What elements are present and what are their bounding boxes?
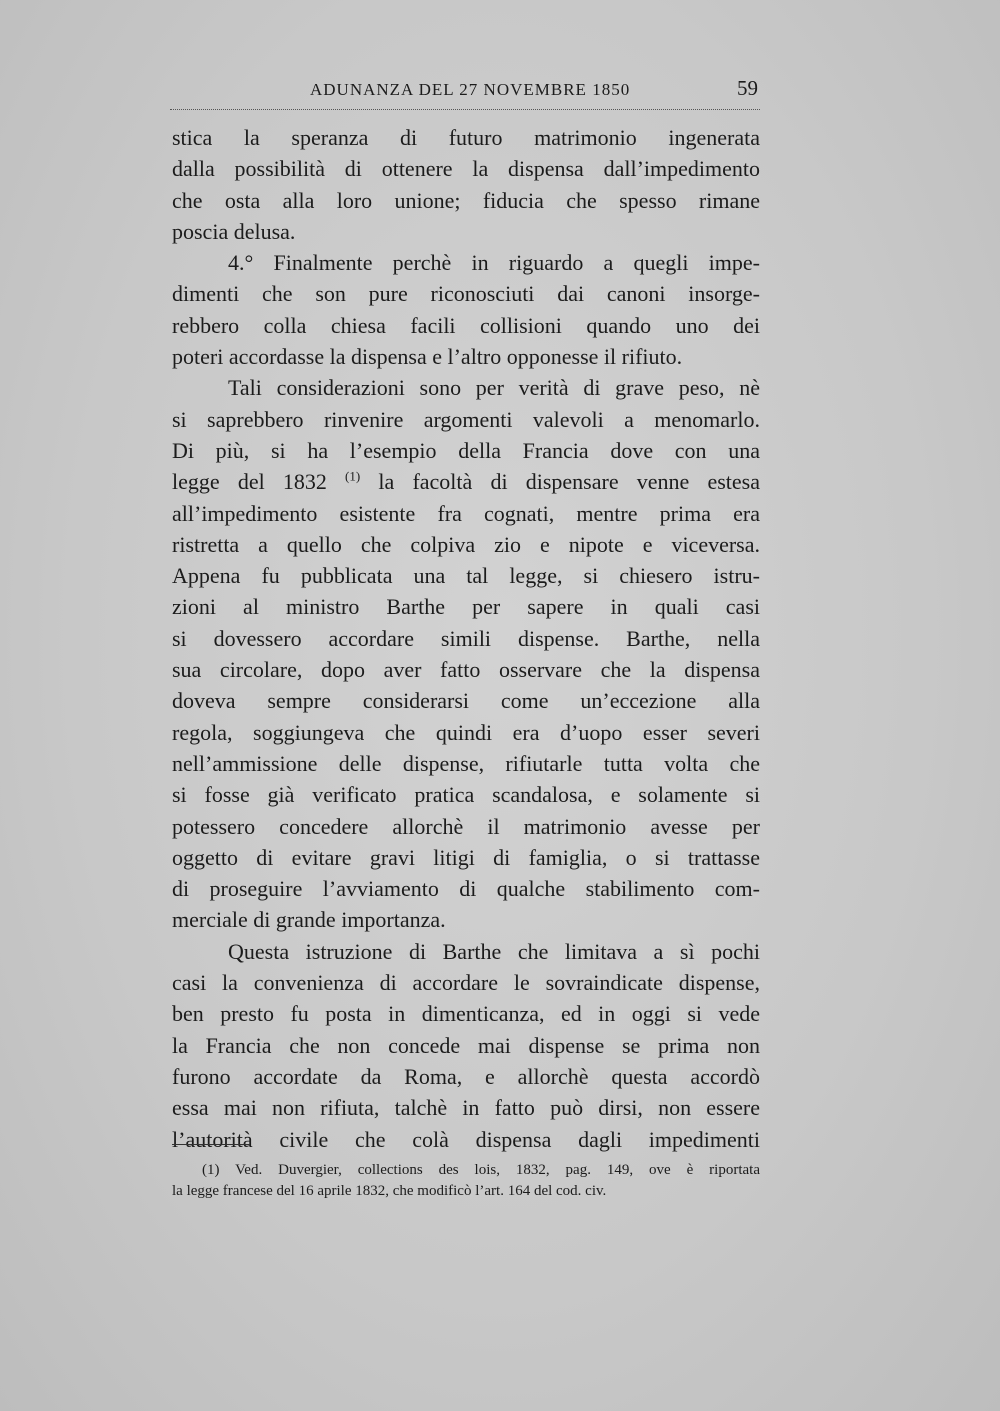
text-line: essa mai non rifiuta, talchè in fatto può dirsi, non essere xyxy=(172,1095,760,1121)
text-line: ristretta a quello che colpiva zio e nipote e viceversa. xyxy=(172,531,760,557)
text-line: che osta alla loro unione; fiducia che spesso rimane xyxy=(172,187,760,213)
text-line: Di più, si ha l’esempio della Francia dove con una xyxy=(172,437,760,463)
footnote-line: la legge francese del 16 aprile 1832, che modificò l’art. 164 del cod. civ. xyxy=(172,1183,607,1199)
text-line: dimenti che son pure riconosciuti dai canoni insorge- xyxy=(172,281,760,307)
text-line: nell’ammissione delle dispense, rifiutarle tutta volta che xyxy=(172,750,760,776)
text-line: ben presto fu posta in dimenticanza, ed in oggi si vede xyxy=(172,1001,760,1027)
text-line: 4.° Finalmente perchè in riguardo a quegli impe- xyxy=(228,250,760,276)
text-line: di proseguire l’avviamento di qualche stabilimento com- xyxy=(172,876,760,902)
footnote xyxy=(172,1160,760,1202)
footnote-separator xyxy=(172,1144,250,1145)
page-number: 59 xyxy=(737,76,758,100)
text-line: all’impedimento esistente fra cognati, mentre prima era xyxy=(172,500,760,526)
text-line: regola, soggiungeva che quindi era d’uopo esser severi xyxy=(172,719,760,745)
text-line: casi la convenienza di accordare le sovraindicate dispense, xyxy=(172,970,760,996)
text-line: Questa istruzione di Barthe che limitava a sì pochi xyxy=(228,938,760,964)
text-line: stica la speranza di futuro matrimonio ingenerata xyxy=(172,125,760,150)
text-line: si dovessero accordare simili dispense. Barthe, nella xyxy=(172,625,760,651)
text-line: poteri accordasse la dispensa e l’altro opponesse il rifiuto. xyxy=(172,344,683,370)
text-line: potessero concedere allorchè il matrimonio avesse per xyxy=(172,813,760,839)
text-line: dalla possibilità di ottenere la dispensa dall’impedimento xyxy=(172,156,760,182)
text-fragment: la facoltà di dispensare venne estesa xyxy=(378,469,760,495)
text-line: zioni al ministro Barthe per sapere in quali casi xyxy=(172,594,760,620)
text-line: merciale di grande importanza. xyxy=(172,907,446,933)
footnote-reference: (1) xyxy=(345,468,361,484)
running-title: ADUNANZA DEL 27 NOVEMBRE 1850 xyxy=(310,80,631,99)
text-line-with-footnote xyxy=(172,466,760,497)
page-header xyxy=(170,76,760,110)
header-dotted-rule xyxy=(170,109,760,110)
text-line: poscia delusa. xyxy=(172,218,296,244)
text-line: si fosse già verificato pratica scandalosa, e solamente si xyxy=(172,782,760,808)
text-line: Appena fu pubblicata una tal legge, si chiesero istru- xyxy=(172,563,760,589)
text-line: doveva sempre considerarsi come un’eccezione alla xyxy=(172,688,760,714)
text-line: Tali considerazioni sono per verità di grave peso, nè xyxy=(228,375,760,401)
text-line: l’autorità civile che colà dispensa dagli impedimenti xyxy=(172,1126,760,1152)
text-line: furono accordate da Roma, e allorchè questa accordò xyxy=(172,1063,760,1089)
text-line: sua circolare, dopo aver fatto osservare che la dispensa xyxy=(172,657,760,683)
body-text xyxy=(172,122,760,1155)
text-line: la Francia che non concede mai dispense se prima non xyxy=(172,1032,760,1058)
text-fragment: legge del 1832 xyxy=(172,469,327,495)
footnote-line: (1) Ved. Duvergier, collections des lois, 1832, pag. 149, ove è riportata xyxy=(202,1162,760,1178)
text-line: rebbero colla chiesa facili collisioni quando uno dei xyxy=(172,312,760,338)
text-line: oggetto di evitare gravi litigi di famiglia, o si trattasse xyxy=(172,844,760,870)
text-line: si saprebbero rinvenire argomenti valevoli a menomarlo. xyxy=(172,406,760,432)
